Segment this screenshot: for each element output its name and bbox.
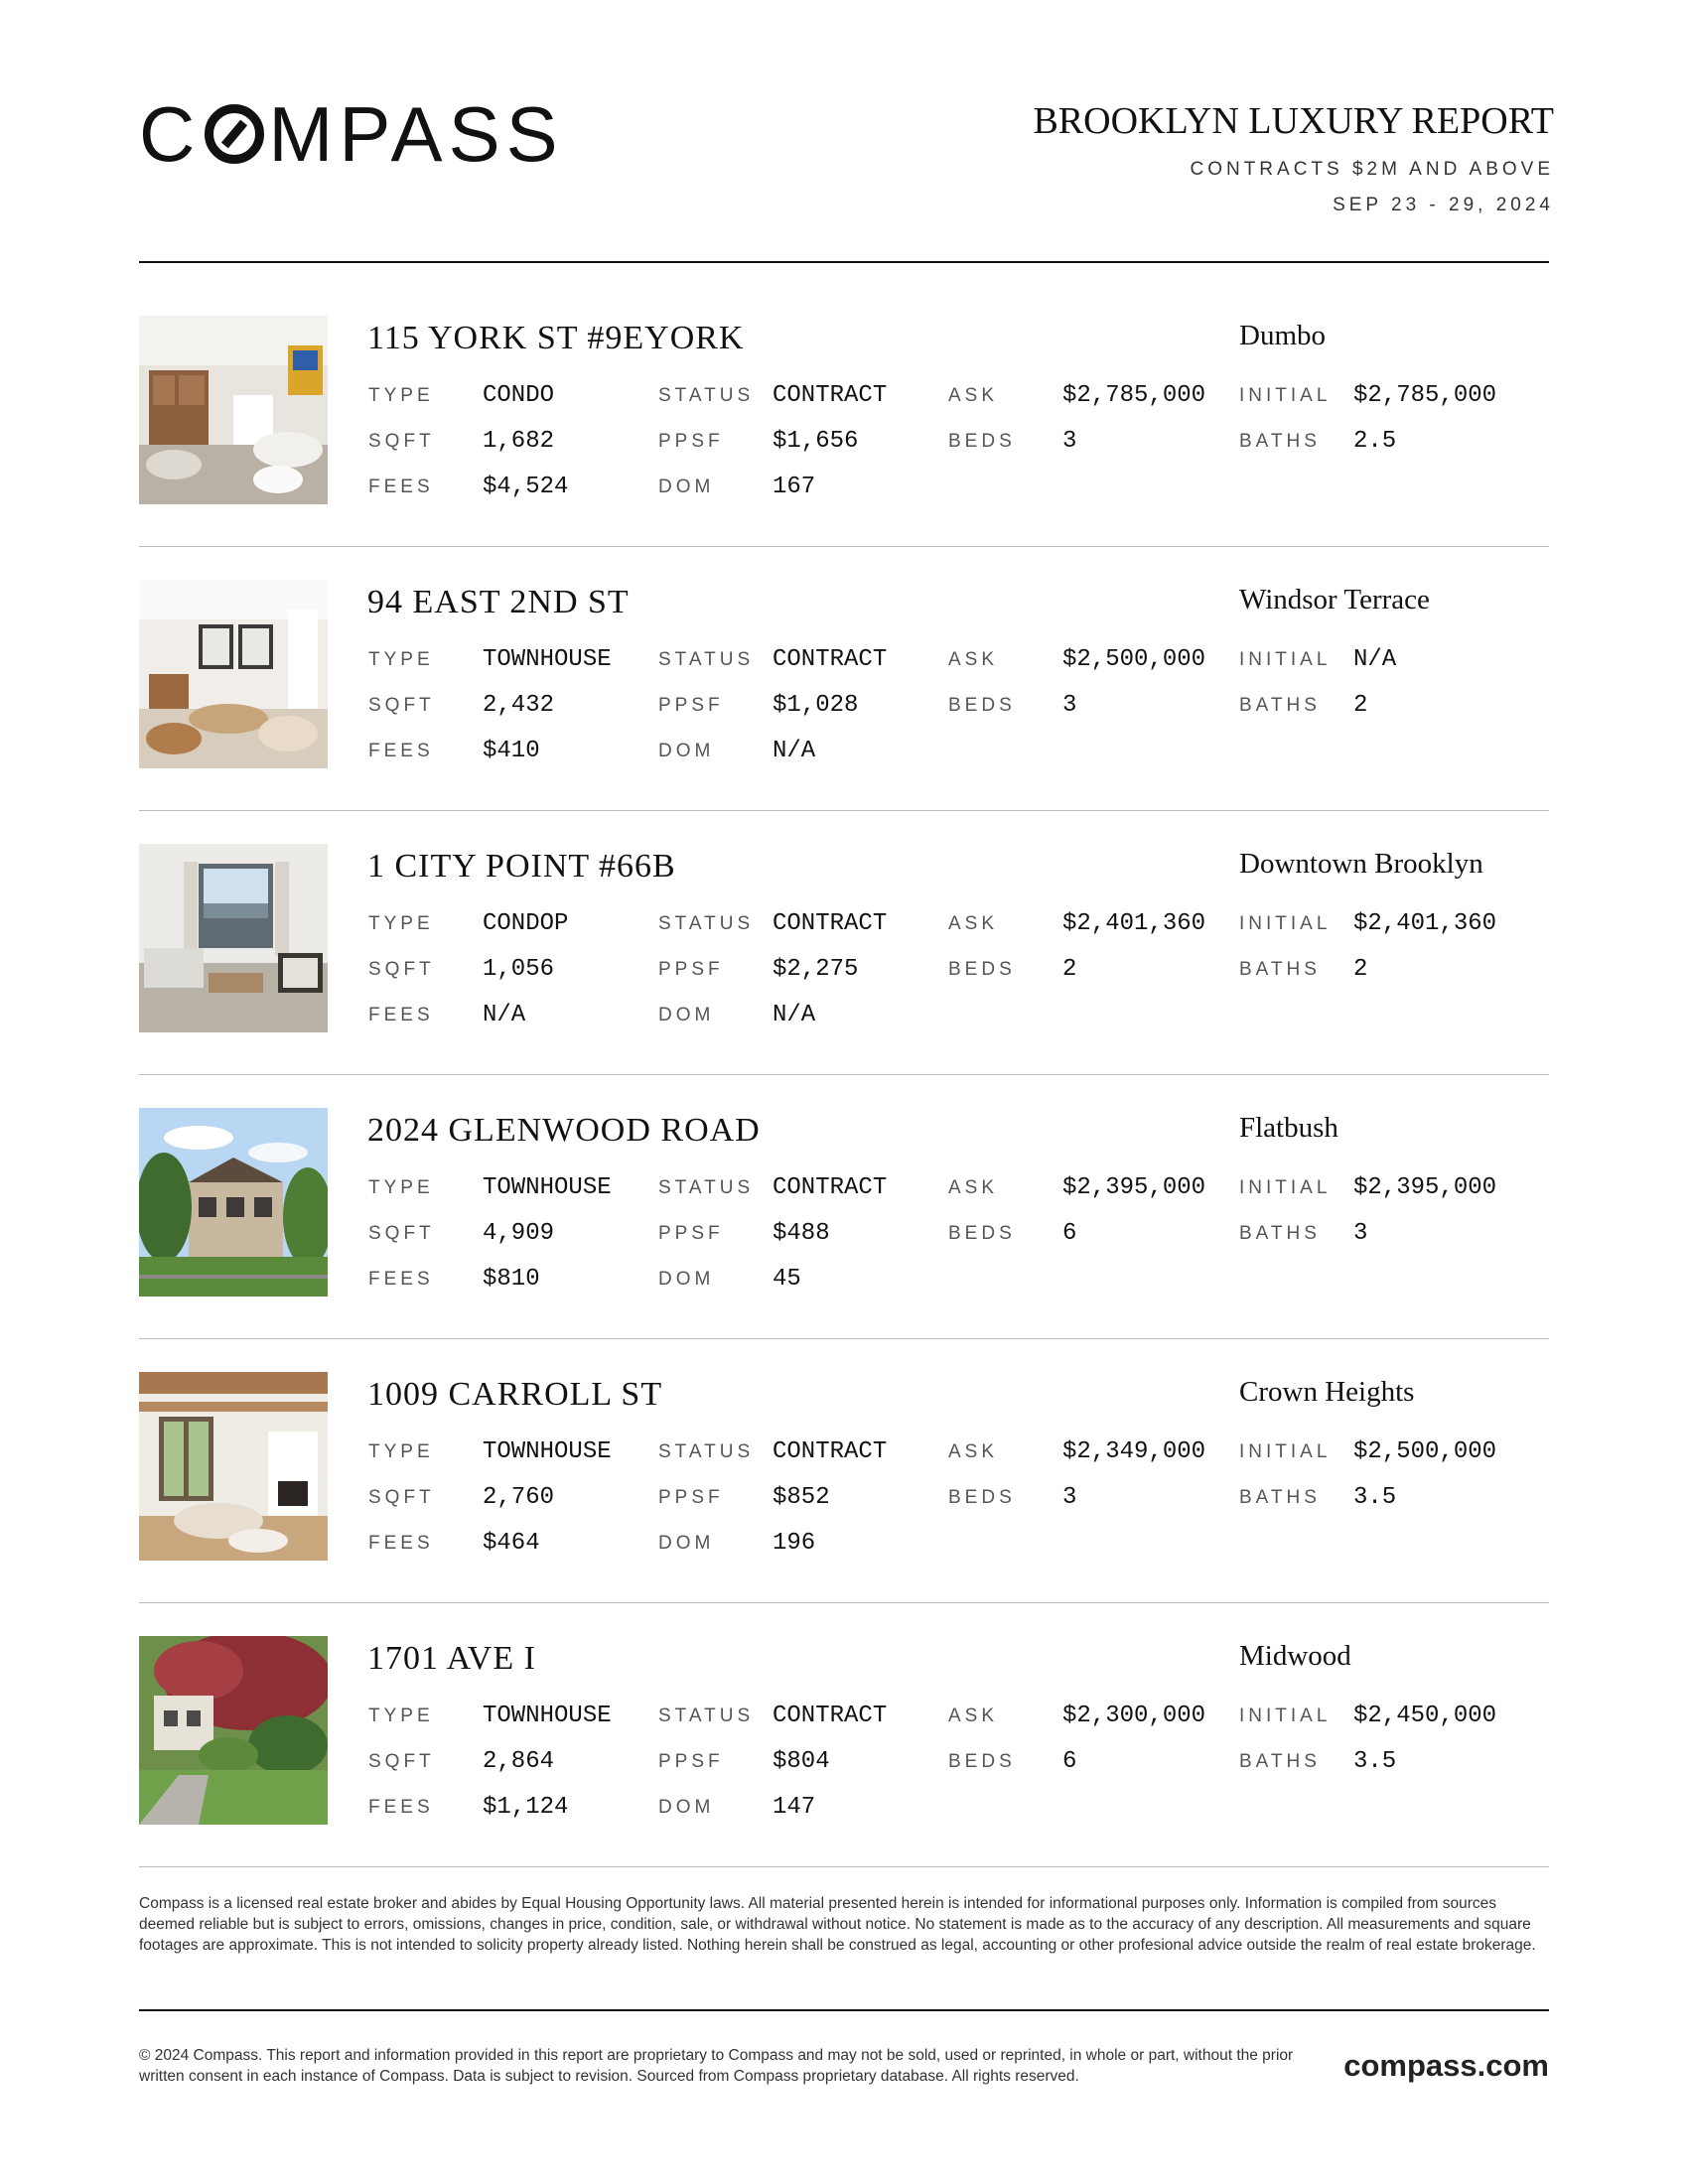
ppsf-label: PPSF	[658, 1223, 724, 1244]
beds-value: 6	[1062, 1220, 1077, 1247]
listing-divider	[139, 1866, 1549, 1867]
listing-address: 1 CITY POINT #66B	[367, 848, 676, 885]
fees-value: $410	[483, 738, 540, 764]
dom-label: DOM	[658, 477, 715, 497]
listing-neighborhood: Dumbo	[1239, 320, 1326, 351]
fees-label: FEES	[368, 477, 434, 497]
ask-label: ASK	[948, 1706, 999, 1726]
dom-label: DOM	[658, 741, 715, 761]
listing-neighborhood: Downtown Brooklyn	[1239, 848, 1483, 880]
ask-label: ASK	[948, 913, 999, 934]
ppsf-value: $2,275	[773, 956, 859, 983]
ppsf-value: $1,028	[773, 692, 859, 719]
beds-value: 3	[1062, 692, 1077, 719]
listing-photo	[139, 1372, 328, 1561]
ask-value: $2,349,000	[1062, 1438, 1206, 1465]
status-value: CONTRACT	[773, 1703, 888, 1729]
ask-value: $2,785,000	[1062, 382, 1206, 409]
header-divider	[139, 261, 1549, 263]
beds-value: 6	[1062, 1748, 1077, 1775]
sqft-value: 1,682	[483, 428, 555, 455]
initial-value: $2,785,000	[1353, 382, 1497, 409]
type-value: CONDO	[483, 382, 555, 409]
sqft-label: SQFT	[368, 959, 435, 980]
sqft-value: 1,056	[483, 956, 555, 983]
baths-label: BATHS	[1239, 959, 1321, 980]
baths-value: 2	[1353, 692, 1368, 719]
listing-photo	[139, 316, 328, 504]
copyright-text: © 2024 Compass. This report and information provided in this report are proprietary to Compass and may not be sold, used or reprinted, in whole or part, without the prior written consent in each instance of Compass. Data is subject to revision. Sourced from Compass proprietary database. All rights reserved.	[139, 2047, 1294, 2085]
ppsf-value: $804	[773, 1748, 830, 1775]
status-label: STATUS	[658, 1441, 755, 1462]
listing-neighborhood: Flatbush	[1239, 1112, 1338, 1144]
baths-label: BATHS	[1239, 1223, 1321, 1244]
sqft-value: 2,432	[483, 692, 555, 719]
baths-value: 3.5	[1353, 1484, 1397, 1511]
baths-value: 3	[1353, 1220, 1368, 1247]
ask-label: ASK	[948, 649, 999, 670]
baths-label: BATHS	[1239, 1487, 1321, 1508]
status-value: CONTRACT	[773, 1438, 888, 1465]
beds-label: BEDS	[948, 431, 1016, 452]
beds-value: 3	[1062, 428, 1077, 455]
listing-address: 115 YORK ST #9EYORK	[367, 320, 745, 356]
baths-value: 3.5	[1353, 1748, 1397, 1775]
type-label: TYPE	[368, 1441, 434, 1462]
initial-label: INITIAL	[1239, 385, 1332, 406]
type-label: TYPE	[368, 1177, 434, 1198]
ask-label: ASK	[948, 1177, 999, 1198]
fees-label: FEES	[368, 1533, 434, 1554]
initial-value: $2,395,000	[1353, 1174, 1497, 1201]
fees-value: $1,124	[483, 1794, 569, 1821]
baths-label: BATHS	[1239, 431, 1321, 452]
fees-label: FEES	[368, 1797, 434, 1818]
logo-c: C	[139, 90, 202, 178]
footer-divider	[139, 2009, 1549, 2011]
ppsf-label: PPSF	[658, 695, 724, 716]
sqft-value: 2,864	[483, 1748, 555, 1775]
type-value: TOWNHOUSE	[483, 1703, 612, 1729]
disclaimer-text: Compass is a licensed real estate broker and abides by Equal Housing Opportunity laws. All material presented herein is intended for informational purposes only. Information is compiled from sources deemed reliable but is subject to errors, omissions, changes in price, condition, sale, or withdrawal without notice. No statement is made as to the accuracy of any description. All measurements and square footages are approximate. This is not intended to solicity property already listed. Nothing herein shall be construed as legal, accounting or other profesional advice outside the realm of real estate brokerage.	[139, 1895, 1536, 1954]
dom-value: N/A	[773, 1002, 816, 1028]
ppsf-label: PPSF	[658, 431, 724, 452]
report-date-range: SEP 23 - 29, 2024	[1333, 194, 1554, 215]
ask-value: $2,300,000	[1062, 1703, 1206, 1729]
sqft-label: SQFT	[368, 1487, 435, 1508]
initial-label: INITIAL	[1239, 649, 1332, 670]
beds-value: 2	[1062, 956, 1077, 983]
type-label: TYPE	[368, 385, 434, 406]
ask-value: $2,401,360	[1062, 910, 1206, 937]
beds-label: BEDS	[948, 959, 1016, 980]
ppsf-label: PPSF	[658, 1751, 724, 1772]
listing-item	[139, 314, 1549, 578]
listing-item	[139, 842, 1549, 1106]
beds-value: 3	[1062, 1484, 1077, 1511]
fees-label: FEES	[368, 741, 434, 761]
fees-label: FEES	[368, 1269, 434, 1290]
status-label: STATUS	[658, 913, 755, 934]
listing-divider	[139, 1338, 1549, 1339]
sqft-value: 4,909	[483, 1220, 555, 1247]
status-label: STATUS	[658, 1706, 755, 1726]
compass-logo	[139, 90, 564, 178]
sqft-label: SQFT	[368, 1223, 435, 1244]
listing-neighborhood: Midwood	[1239, 1640, 1351, 1672]
ask-value: $2,395,000	[1062, 1174, 1206, 1201]
listing-item	[139, 1634, 1549, 1898]
sqft-label: SQFT	[368, 431, 435, 452]
listing-divider	[139, 810, 1549, 811]
website-link[interactable]: compass.com	[1343, 2048, 1549, 2083]
listing-photo	[139, 1108, 328, 1297]
fees-value: $4,524	[483, 474, 569, 500]
report-title: BROOKLYN LUXURY REPORT	[1033, 100, 1554, 142]
ppsf-value: $1,656	[773, 428, 859, 455]
dom-value: 45	[773, 1266, 801, 1293]
sqft-label: SQFT	[368, 1751, 435, 1772]
listing-item	[139, 1370, 1549, 1634]
ask-value: $2,500,000	[1062, 646, 1206, 673]
status-value: CONTRACT	[773, 910, 888, 937]
fees-value: $810	[483, 1266, 540, 1293]
listing-neighborhood: Windsor Terrace	[1239, 584, 1430, 615]
listing-neighborhood: Crown Heights	[1239, 1376, 1415, 1408]
listing-address: 94 EAST 2ND ST	[367, 584, 630, 620]
listing-divider	[139, 1074, 1549, 1075]
initial-value: $2,401,360	[1353, 910, 1497, 937]
beds-label: BEDS	[948, 1487, 1016, 1508]
dom-value: N/A	[773, 738, 816, 764]
dom-label: DOM	[658, 1269, 715, 1290]
sqft-label: SQFT	[368, 695, 435, 716]
listing-address: 2024 GLENWOOD ROAD	[367, 1112, 761, 1149]
type-value: TOWNHOUSE	[483, 1438, 612, 1465]
status-value: CONTRACT	[773, 646, 888, 673]
dom-label: DOM	[658, 1797, 715, 1818]
dom-value: 196	[773, 1530, 816, 1557]
listing-address: 1009 CARROLL ST	[367, 1376, 663, 1413]
dom-value: 147	[773, 1794, 816, 1821]
initial-value: N/A	[1353, 646, 1397, 673]
listing-photo	[139, 1636, 328, 1825]
initial-value: $2,500,000	[1353, 1438, 1497, 1465]
baths-label: BATHS	[1239, 1751, 1321, 1772]
listing-address: 1701 AVE I	[367, 1640, 536, 1677]
fees-value: $464	[483, 1530, 540, 1557]
compass-o-mark-icon	[205, 104, 264, 164]
initial-label: INITIAL	[1239, 1177, 1332, 1198]
type-label: TYPE	[368, 1706, 434, 1726]
dom-label: DOM	[658, 1533, 715, 1554]
report-header	[1033, 99, 1554, 216]
status-label: STATUS	[658, 385, 755, 406]
type-label: TYPE	[368, 913, 434, 934]
initial-label: INITIAL	[1239, 913, 1332, 934]
status-value: CONTRACT	[773, 382, 888, 409]
initial-label: INITIAL	[1239, 1706, 1332, 1726]
status-label: STATUS	[658, 1177, 755, 1198]
type-value: TOWNHOUSE	[483, 1174, 612, 1201]
beds-label: BEDS	[948, 695, 1016, 716]
ppsf-value: $852	[773, 1484, 830, 1511]
listing-item	[139, 578, 1549, 842]
initial-label: INITIAL	[1239, 1441, 1332, 1462]
report-subtitle: CONTRACTS $2M AND ABOVE	[1190, 158, 1554, 180]
fees-value: N/A	[483, 1002, 526, 1028]
listing-photo	[139, 844, 328, 1032]
fees-label: FEES	[368, 1005, 434, 1025]
type-label: TYPE	[368, 649, 434, 670]
sqft-value: 2,760	[483, 1484, 555, 1511]
beds-label: BEDS	[948, 1223, 1016, 1244]
beds-label: BEDS	[948, 1751, 1016, 1772]
baths-value: 2.5	[1353, 428, 1397, 455]
listing-photo	[139, 580, 328, 768]
ask-label: ASK	[948, 385, 999, 406]
listing-divider	[139, 1602, 1549, 1603]
listing-item	[139, 1106, 1549, 1370]
type-value: TOWNHOUSE	[483, 646, 612, 673]
listing-divider	[139, 546, 1549, 547]
type-value: CONDOP	[483, 910, 569, 937]
ppsf-value: $488	[773, 1220, 830, 1247]
status-label: STATUS	[658, 649, 755, 670]
status-value: CONTRACT	[773, 1174, 888, 1201]
ppsf-label: PPSF	[658, 1487, 724, 1508]
initial-value: $2,450,000	[1353, 1703, 1497, 1729]
dom-label: DOM	[658, 1005, 715, 1025]
baths-label: BATHS	[1239, 695, 1321, 716]
dom-value: 167	[773, 474, 816, 500]
logo-mpass: MPASS	[268, 90, 564, 178]
listings-list	[139, 314, 1549, 1898]
ask-label: ASK	[948, 1441, 999, 1462]
ppsf-label: PPSF	[658, 959, 724, 980]
baths-value: 2	[1353, 956, 1368, 983]
